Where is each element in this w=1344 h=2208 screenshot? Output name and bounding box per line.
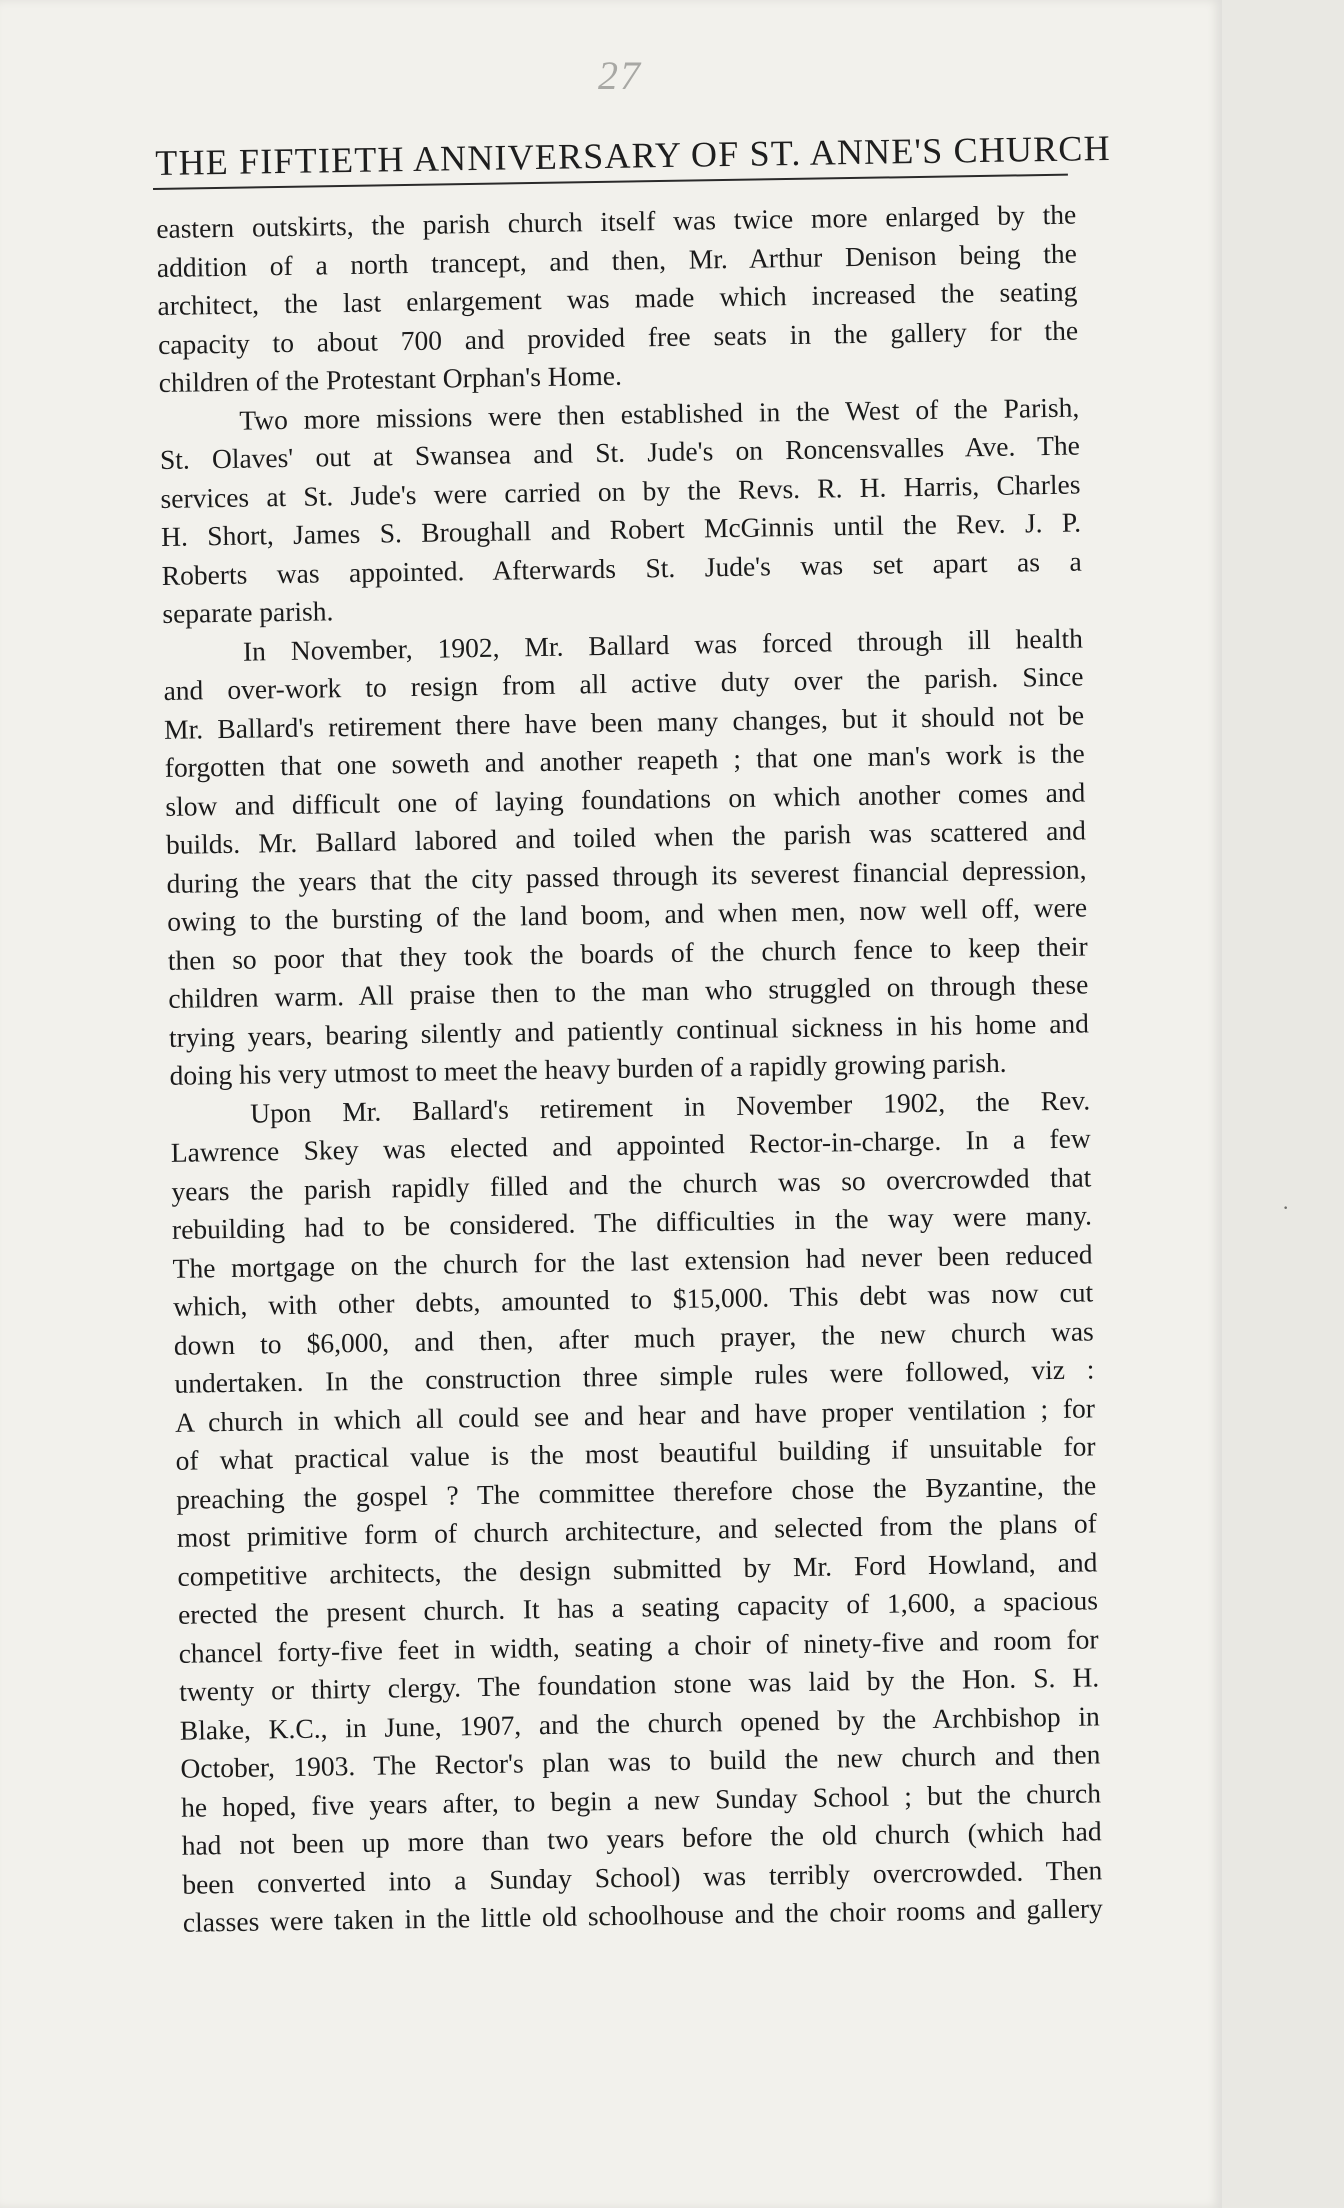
text-line: down to $6,000, and then, after much prayer, the new church was <box>173 1314 1094 1361</box>
text-line: forgotten that one soweth and another reapeth ; that one man's work is the <box>164 737 1085 783</box>
paragraph <box>170 1081 1103 1942</box>
text-line: rebuilding had to be considered. The difficulties in the way were many. <box>171 1199 1093 1245</box>
text-line: In November, 1902, Mr. Ballard was forced through ill health <box>242 621 1084 667</box>
text-line: builds. Mr. Ballard labored and toiled when the parish was scattered and <box>165 814 1087 860</box>
text-line: Lawrence Skey was elected and appointed Rector-in-charge. In a few <box>170 1122 1091 1168</box>
paragraph <box>159 388 1083 633</box>
text-line: separate parish. <box>162 595 334 629</box>
text-line: then so poor that they took the boards of the church fence to keep their <box>167 929 1088 976</box>
text-line: October, 1903. The Rector's plan was to build the new church and then <box>180 1738 1101 1784</box>
text-line: competitive architects, the design submitted by Mr. Ford Howland, and <box>177 1545 1098 1592</box>
text-line: erected the present church. It has a seating capacity of 1,600, a spacious <box>177 1584 1099 1630</box>
text-line: chancel forty-five feet in width, seating a choir of ninety-five and room for <box>178 1622 1099 1669</box>
text-line: had not been up more than two years before the old church (which had <box>181 1815 1102 1861</box>
text-line: architect, the last enlargement was made which increased the seating <box>157 275 1078 321</box>
text-line: services at St. Jude's were carried on by the Revs. R. H. Harris, Charles <box>160 468 1081 514</box>
text-line: been converted into a Sunday School) was terribly overcrowded. Then <box>182 1853 1103 1900</box>
text-line: Blake, K.C., in June, 1907, and the church opened by the Archbishop in <box>179 1699 1101 1746</box>
page-number: 27 <box>598 53 642 98</box>
body-text <box>156 196 1103 1943</box>
text-line: twenty or thirty clergy. The foundation stone was laid by the Hon. S. H. <box>179 1661 1100 1707</box>
scan-margin <box>1222 0 1344 2208</box>
text-line: owing to the bursting of the land boom, and when men, now well off, were <box>166 891 1088 937</box>
text-line: during the years that the city passed through its severest financial depression, <box>166 852 1087 899</box>
text-line: The mortgage on the church for the last extension had never been reduced <box>172 1237 1093 1284</box>
text-line: of what practical value is the most beautiful building if unsuitable for <box>175 1430 1096 1476</box>
paragraph <box>163 619 1090 1095</box>
text-line: A church in which all could see and hear and have proper ventilation ; for <box>174 1391 1096 1438</box>
text-line: trying years, bearing silently and patiently continual sickness in his home and <box>168 1006 1090 1053</box>
text-line: and over-work to resign from all active duty over the parish. Since <box>163 660 1084 706</box>
text-line: children of the Protestant Orphan's Home. <box>158 359 623 398</box>
running-head: THE FIFTIETH ANNIVERSARY OF ST. ANNE'S CHURCH <box>155 127 1112 183</box>
text-line: H. Short, James S. Broughall and Robert McGinnis until the Rev. J. P. <box>160 506 1082 552</box>
text-line: preaching the gospel ? The committee therefore chose the Byzantine, the <box>176 1468 1097 1515</box>
text-line: he hoped, five years after, to begin a new Sunday School ; but the church <box>180 1776 1102 1823</box>
text-line: undertaken. In the construction three simple rules were followed, viz : <box>174 1353 1095 1399</box>
text-line: doing his very utmost to meet the heavy burden of a rapidly growing parish. <box>169 1046 1007 1091</box>
text-line: slow and difficult one of laying foundations on which another comes and <box>165 775 1086 822</box>
text-line: children warm. All praise then to the man who struggled on through these <box>168 968 1089 1014</box>
text-line: which, with other debts, amounted to $15,000. This debt was now cut <box>172 1276 1094 1322</box>
text-line: eastern outskirts, the parish church itself was twice more enlarged by the <box>156 198 1077 244</box>
text-line: most primitive form of church architecture, and selected from the plans of <box>176 1507 1097 1553</box>
text-line: addition of a north trancept, and then, Mr. Arthur Denison being the <box>156 237 1078 283</box>
scan-speck: · <box>1282 1195 1290 1220</box>
text-line: St. Olaves' out at Swansea and St. Jude's on Roncensvalles Ave. The <box>159 429 1081 475</box>
text-line: Roberts was appointed. Afterwards St. Jude's was set apart as a <box>161 545 1082 591</box>
paragraph <box>156 196 1079 403</box>
text-line: Upon Mr. Ballard's retirement in November 1902, the Rev. <box>249 1083 1091 1129</box>
text-line: classes were taken in the little old schoolhouse and the choir rooms and gallery <box>182 1892 1104 1938</box>
text-line: years the parish rapidly filled and the church was so overcrowded that <box>171 1160 1092 1207</box>
text-line: Two more missions were then established in the West of the Parish, <box>239 391 1080 436</box>
text-line: capacity to about 700 and provided free seats in the gallery for the <box>157 314 1079 360</box>
text-line: Mr. Ballard's retirement there have been many changes, but it should not be <box>163 698 1085 745</box>
